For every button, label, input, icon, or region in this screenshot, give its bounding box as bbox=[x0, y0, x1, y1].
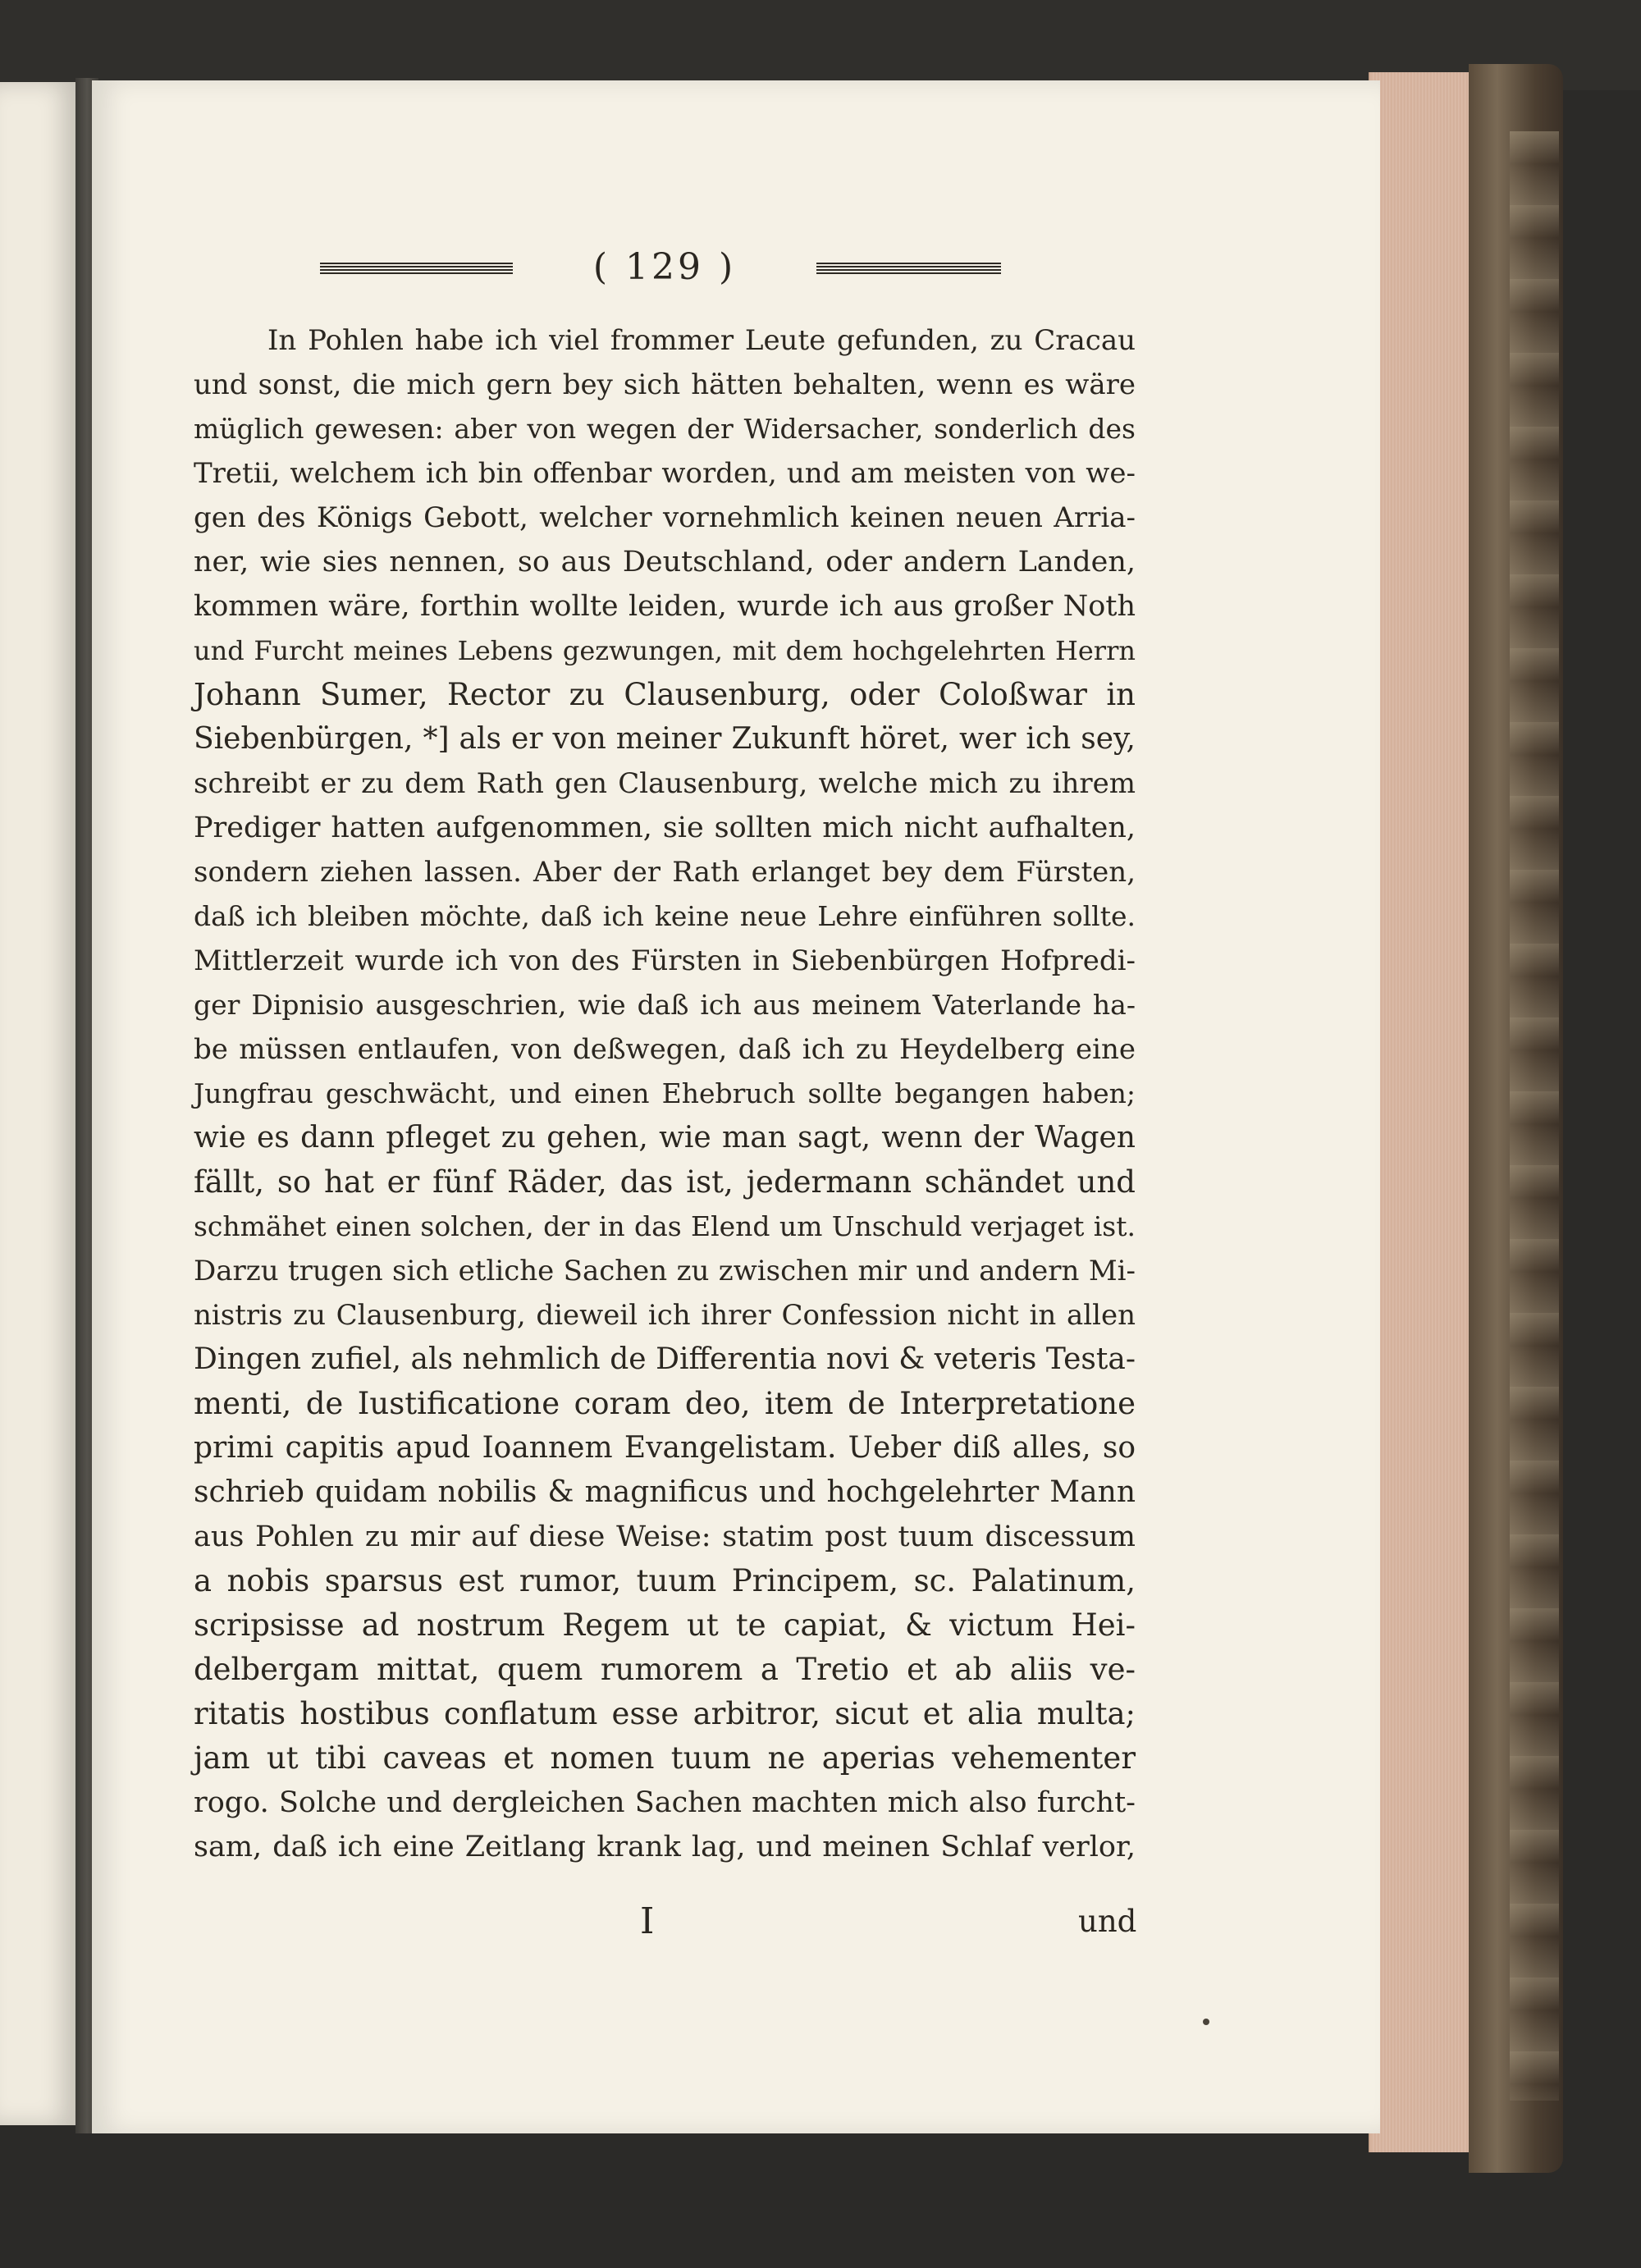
text-line: delbergam mittat, quem rumorem a Tretio et ab aliis ve- bbox=[194, 1652, 1136, 1687]
text-line: primi capitis apud Ioannem Evangelistam. Ueber diß alles, so bbox=[194, 1431, 1136, 1465]
text-line: Dingen zufiel, als nehmlich de Differentia novi & veteris Testa- bbox=[194, 1342, 1136, 1376]
text-line: schmähet einen solchen, der in das Elend um Unschuld verjaget ist. bbox=[194, 1210, 1136, 1242]
text-line: und Furcht meines Lebens gezwungen, mit dem hochgelehrten Herrn bbox=[194, 635, 1136, 666]
text-line: Prediger hatten aufgenommen, sie sollten mich nicht aufhalten, bbox=[194, 812, 1136, 844]
page-number: ( 129 ) bbox=[592, 246, 737, 288]
text-line: Jungfrau geschwächt, und einen Ehebruch sollte begangen haben; bbox=[194, 1077, 1136, 1109]
text-line: menti, de Iustificatione coram deo, item de Interpretatione bbox=[194, 1386, 1136, 1421]
text-line: schrieb quidam nobilis & magnificus und hochgelehrter Mann bbox=[194, 1475, 1136, 1509]
page-block-edge bbox=[1369, 72, 1477, 2152]
text-line: aus Pohlen zu mir auf diese Weise: statim post tuum discessum bbox=[194, 1520, 1136, 1553]
text-line: kommen wäre, forthin wollte leiden, wurde ich aus großer Noth bbox=[194, 590, 1136, 623]
text-line: fällt, so hat er fünf Räder, das ist, jedermann schändet und bbox=[194, 1164, 1136, 1200]
text-line: scripsisse ad nostrum Regem ut te capiat, & victum Hei- bbox=[194, 1607, 1136, 1643]
text-line: ritatis hostibus conflatum esse arbitror, sicut et alia multa; bbox=[194, 1696, 1136, 1731]
text-line: Darzu trugen sich etliche Sachen zu zwischen mir und andern Mi- bbox=[194, 1255, 1136, 1287]
text-line: In Pohlen habe ich viel frommer Leute gefunden, zu Cracau bbox=[267, 324, 1136, 357]
page-speck bbox=[1203, 2019, 1209, 2025]
text-line: a nobis sparsus est rumor, tuum Principem, sc. Palatinum, bbox=[194, 1563, 1136, 1598]
page-header bbox=[320, 246, 1001, 295]
text-line: schreibt er zu dem Rath gen Clausenburg, welche mich zu ihrem bbox=[194, 767, 1136, 800]
text-line: gen des Königs Gebott, welcher vornehmlich keinen neuen Arria- bbox=[194, 501, 1136, 534]
left-page-edge bbox=[0, 82, 80, 2125]
cover-wear bbox=[1510, 131, 1559, 2101]
text-line: müglich gewesen: aber von wegen der Widersacher, sonderlich des bbox=[194, 413, 1136, 445]
text-line: wie es dann pfleget zu gehen, wie man sagt, wenn der Wagen bbox=[194, 1121, 1136, 1155]
text-line: jam ut tibi caveas et nomen tuum ne aperias vehementer bbox=[194, 1740, 1136, 1776]
text-line: rogo. Solche und dergleichen Sachen machten mich also furcht- bbox=[194, 1786, 1136, 1819]
text-line: daß ich bleiben möchte, daß ich keine neue Lehre einführen sollte. bbox=[194, 900, 1136, 932]
text-line: Mittlerzeit wurde ich von des Fürsten in Siebenbürgen Hofpredi- bbox=[194, 944, 1136, 977]
text-line: nistris zu Clausenburg, dieweil ich ihrer Confession nicht in allen bbox=[194, 1299, 1136, 1332]
header-rule-right bbox=[816, 263, 1001, 274]
text-line: Tretii, welchem ich bin offenbar worden, und am meisten von we- bbox=[194, 457, 1136, 490]
text-line: und sonst, die mich gern bey sich hätten behalten, wenn es wäre bbox=[194, 368, 1136, 401]
text-line: ger Dipnisio ausgeschrien, wie daß ich aus meinem Vaterlande ha- bbox=[194, 989, 1136, 1021]
text-line: sam, daß ich eine Zeitlang krank lag, und meinen Schlaf verlor, bbox=[194, 1831, 1136, 1863]
header-rule-left bbox=[320, 263, 513, 274]
text-line: Johann Sumer, Rector zu Clausenburg, oder Coloßwar in bbox=[194, 677, 1136, 712]
text-line: Siebenbürgen, *] als er von meiner Zukunft höret, wer ich sey, bbox=[194, 722, 1136, 756]
text-line: sondern ziehen lassen. Aber der Rath erlanget bey dem Fürsten, bbox=[194, 856, 1136, 889]
catchword: und bbox=[1078, 1904, 1137, 1939]
signature-mark: I bbox=[640, 1900, 655, 1942]
text-line: be müssen entlaufen, von deßwegen, daß ich zu Heydelberg eine bbox=[194, 1033, 1136, 1066]
text-line: ner, wie sies nennen, so aus Deutschland, oder andern Landen, bbox=[194, 546, 1136, 578]
